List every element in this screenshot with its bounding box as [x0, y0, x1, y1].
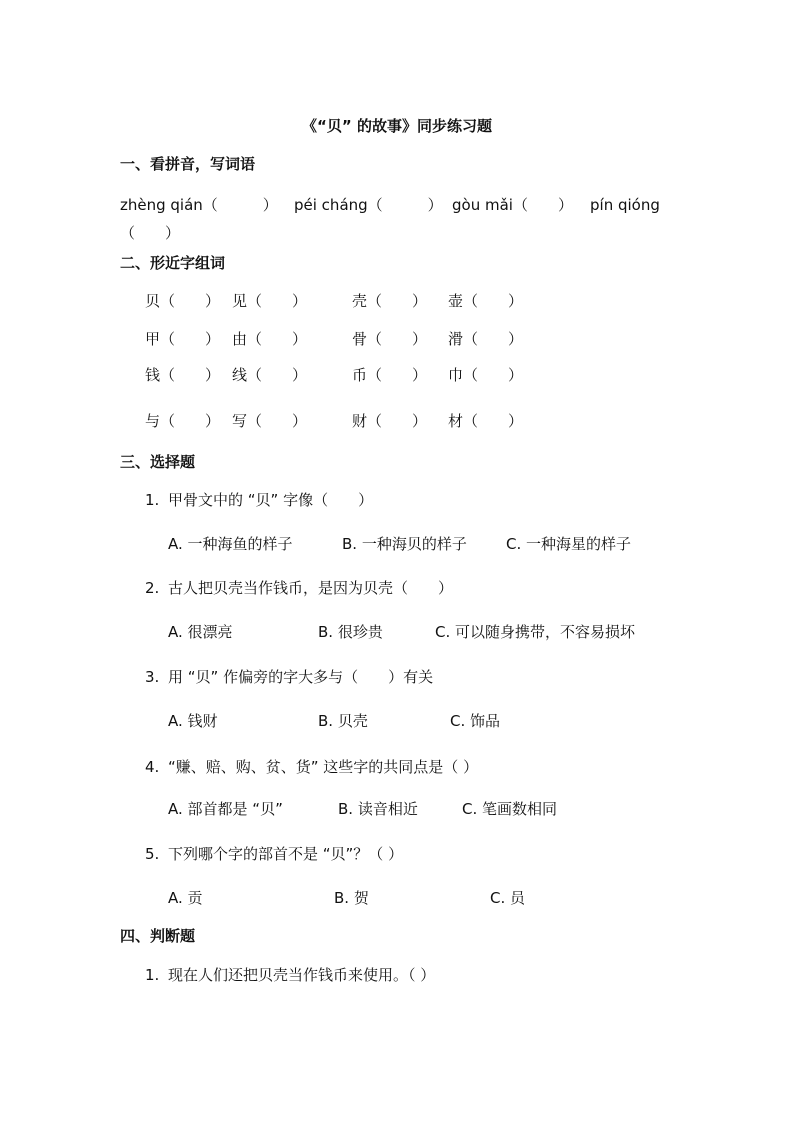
- option-b: B. 读音相近: [338, 800, 418, 818]
- option-b: B. 贝壳: [318, 712, 368, 730]
- question-number: 1.: [145, 966, 160, 984]
- question-number: 1.: [145, 491, 160, 509]
- question-text: 现在人们还把贝壳当作钱币来使用。（ ）: [168, 966, 436, 984]
- option-c: C. 员: [490, 889, 526, 907]
- option-c: C. 笔画数相同: [462, 800, 558, 818]
- option-b: B. 很珍贵: [318, 623, 383, 641]
- word-item: 钱（ ）: [145, 366, 221, 384]
- answer-blank: （ ）: [367, 196, 443, 214]
- word-item: 壶（ ）: [448, 292, 524, 310]
- word-item: 财（ ）: [352, 412, 428, 430]
- section4-heading: 四、判断题: [120, 927, 196, 945]
- section2-heading: 二、形近字组词: [120, 254, 226, 272]
- word-item: 线（ ）: [232, 366, 308, 384]
- word-item: 甲（ ）: [145, 330, 221, 348]
- word-item: 壳（ ）: [352, 292, 428, 310]
- pinyin-item-4-blank: （ ）: [120, 224, 181, 242]
- pinyin-item-4-text: pín qióng: [590, 196, 660, 214]
- option-a: A. 一种海鱼的样子: [168, 535, 293, 553]
- option-b: B. 一种海贝的样子: [342, 535, 467, 553]
- option-c: C. 可以随身携带，不容易损坏: [435, 623, 636, 641]
- question-number: 4.: [145, 758, 160, 776]
- pinyin-item-2: [294, 195, 443, 215]
- option-a: A. 很漂亮: [168, 623, 233, 641]
- word-item: 滑（ ）: [448, 330, 524, 348]
- page-title: 《“贝” 的故事》同步练习题: [302, 117, 492, 135]
- word-item: 材（ ）: [448, 412, 524, 430]
- section1-heading: 一、看拼音，写词语: [120, 155, 256, 173]
- option-c: C. 一种海星的样子: [506, 535, 632, 553]
- pinyin-text: zhèng qián: [120, 196, 203, 214]
- word-item: 巾（ ）: [448, 366, 524, 384]
- answer-blank: （ ）: [512, 196, 573, 214]
- question-number: 3.: [145, 668, 160, 686]
- word-item: 与（ ）: [145, 412, 221, 430]
- option-a: A. 贡: [168, 889, 203, 907]
- word-item: 见（ ）: [232, 292, 308, 310]
- question-text: 下列哪个字的部首不是 “贝”？（ ）: [168, 845, 404, 863]
- word-item: 骨（ ）: [352, 330, 428, 348]
- word-item: 币（ ）: [352, 366, 428, 384]
- pinyin-item-3: [452, 195, 573, 215]
- option-c: C. 饰品: [450, 712, 501, 730]
- word-item: 贝（ ）: [145, 292, 221, 310]
- option-b: B. 贺: [334, 889, 369, 907]
- question-text: “赚、赔、购、贫、货” 这些字的共同点是（ ）: [168, 758, 479, 776]
- word-item: 由（ ）: [232, 330, 308, 348]
- option-a: A. 部首都是 “贝”: [168, 800, 283, 818]
- pinyin-item-1: [120, 195, 278, 215]
- question-number: 2.: [145, 579, 160, 597]
- question-number: 5.: [145, 845, 160, 863]
- question-text: 甲骨文中的 “贝” 字像（ ）: [168, 491, 374, 509]
- question-text: 古人把贝壳当作钱币，是因为贝壳（ ）: [168, 579, 454, 597]
- question-text: 用 “贝” 作偏旁的字大多与（ ）有关: [168, 668, 434, 686]
- pinyin-text: gòu mǎi: [452, 196, 513, 214]
- option-a: A. 钱财: [168, 712, 218, 730]
- answer-blank: （ ）: [202, 196, 278, 214]
- section3-heading: 三、选择题: [120, 453, 196, 471]
- pinyin-text: péi cháng: [294, 196, 368, 214]
- word-item: 写（ ）: [232, 412, 308, 430]
